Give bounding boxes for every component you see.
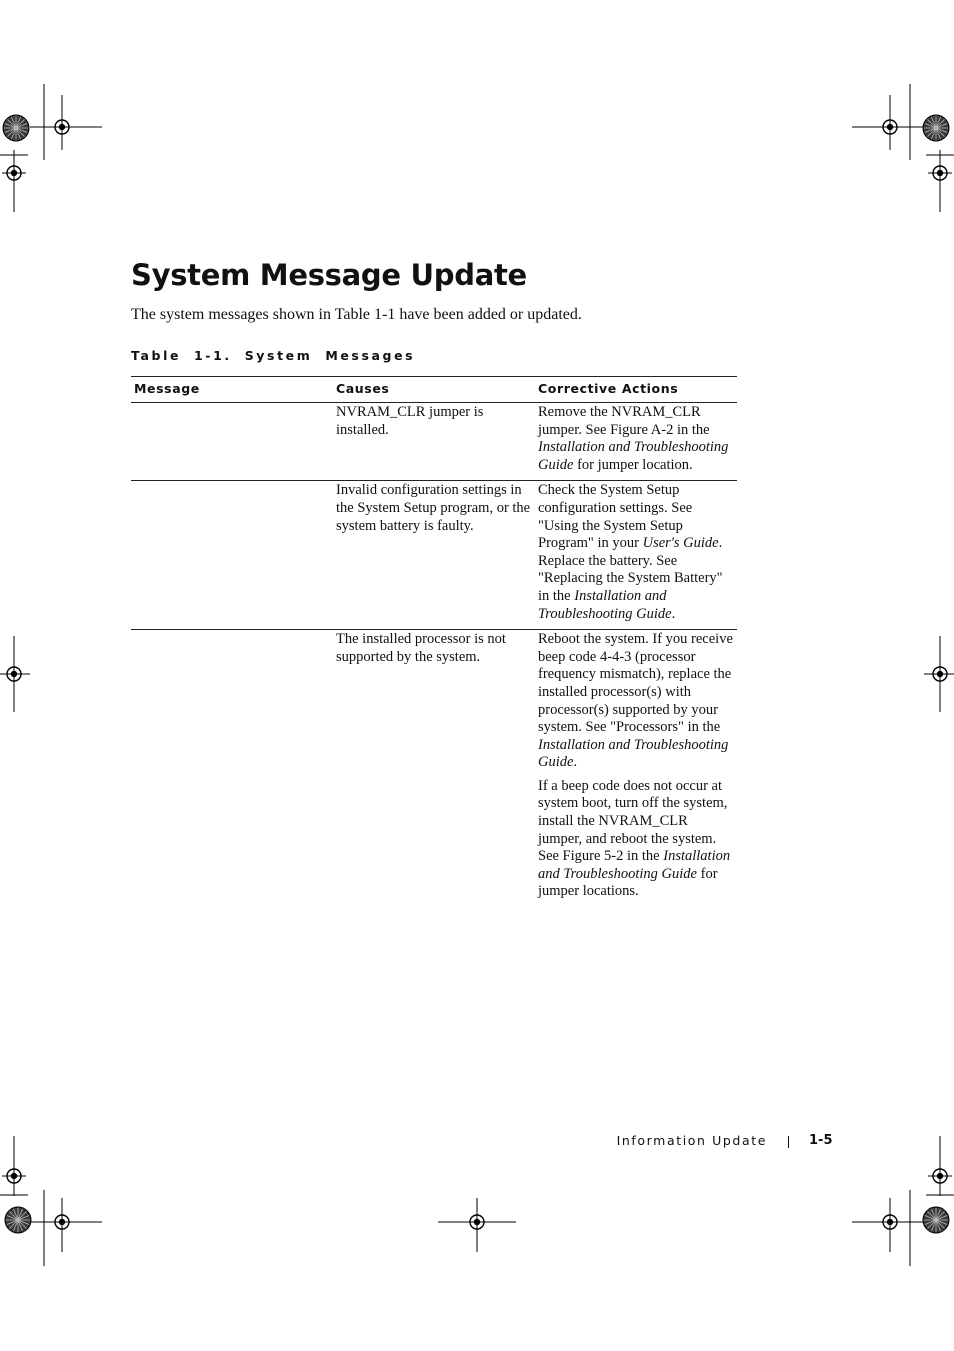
guide-title: Installation and Troubleshooting Guide: [538, 587, 672, 622]
system-messages-table: [131, 376, 737, 907]
action-text: . Replace the battery. See "Replacing the System Battery" in the: [538, 535, 723, 604]
action-text: .: [671, 605, 676, 622]
corrective-actions-cell: [535, 481, 737, 630]
action-text: for jumper location.: [573, 456, 693, 473]
table-body: [131, 403, 737, 908]
table-row: [131, 403, 737, 481]
action-paragraph: [538, 778, 733, 901]
action-text: Remove the NVRAM_CLR jumper. See Figure A-2 in the: [538, 404, 710, 438]
footer-section-title: Information Update: [616, 1133, 767, 1148]
page-number: 1-5: [809, 1133, 833, 1148]
action-text: for jumper locations.: [538, 865, 718, 900]
causes-cell: Invalid configuration settings in the System Setup program, or the system battery is faulty.: [333, 481, 535, 630]
table-caption: Table 1-1. System Messages: [131, 348, 416, 363]
table-row: [131, 630, 737, 907]
intro-paragraph: The system messages shown in Table 1-1 have been added or updated.: [131, 306, 582, 323]
guide-title: User's Guide: [642, 535, 719, 552]
causes-cell: The installed processor is not supported by the system.: [336, 631, 506, 665]
action-paragraph: [538, 631, 733, 772]
guide-title: Installation and Troubleshooting Guide: [538, 439, 729, 473]
action-paragraph: [538, 404, 733, 474]
guide-title: Installation and Troubleshooting Guide: [538, 736, 729, 771]
action-text: If a beep code does not occur at system boot, turn off the system, install the NVRAM_CLR jumper, and reboot the system. See Figure 5-2 in the: [538, 777, 728, 865]
action-text: .: [573, 754, 578, 771]
header-message: Message: [131, 377, 333, 403]
message-cell: [131, 481, 333, 630]
page-footer: [0, 1133, 954, 1153]
table-header-row: [131, 377, 737, 403]
header-causes: Causes: [333, 377, 535, 403]
table-row: [131, 481, 737, 630]
corrective-actions-cell: [535, 403, 737, 481]
guide-title: Installation and Troubleshooting Guide: [538, 848, 731, 882]
message-cell: [131, 630, 333, 907]
action-paragraph: [538, 482, 733, 623]
action-text: Reboot the system. If you receive beep code 4-4-3 (processor frequency mismatch), replace the installed processor(s) with processor(s) supported by your system. See "Processors" in the: [538, 631, 733, 736]
header-corrective-actions: Corrective Actions: [535, 377, 737, 403]
corrective-actions-cell: [535, 630, 737, 907]
action-text: Check the System Setup configuration settings. See "Using the System Setup Program" in your: [538, 482, 693, 552]
causes-cell: NVRAM_CLR jumper is installed.: [333, 403, 535, 481]
footer-separator: [788, 1136, 789, 1148]
message-cell: [131, 403, 333, 481]
page-title: System Message Update: [131, 258, 527, 292]
